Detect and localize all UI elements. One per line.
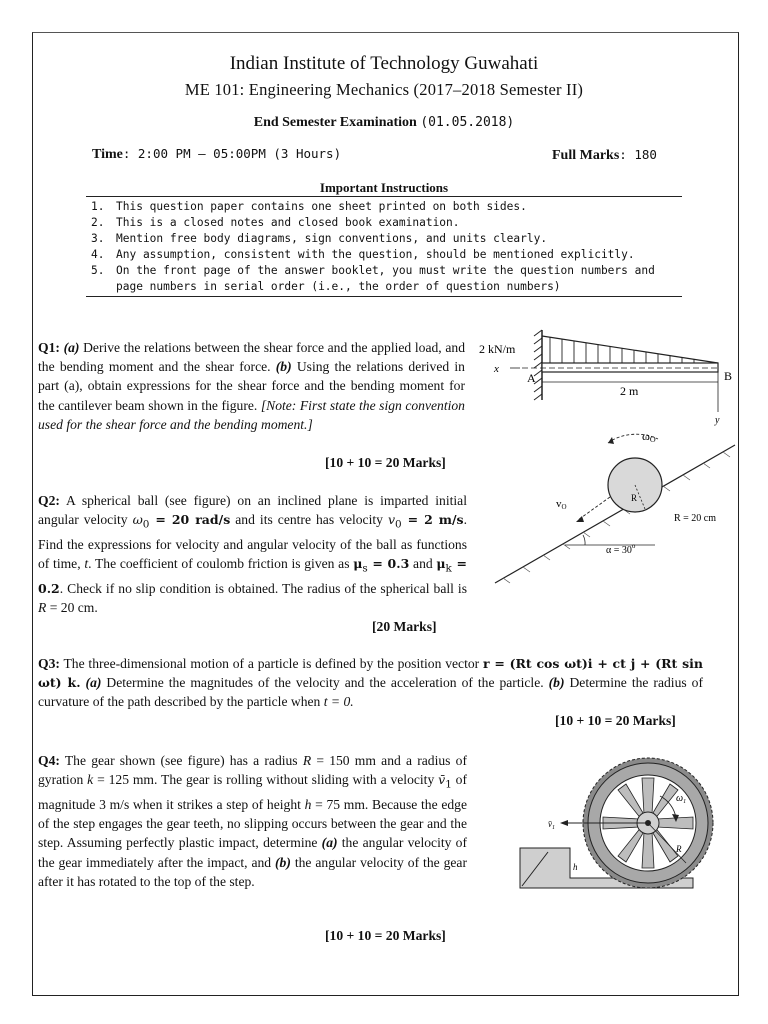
q2-mu-s-value: = 0.3 — [367, 556, 410, 572]
gear-omega-label: $\omega_1$ — [676, 793, 687, 805]
instruction-number: 5. — [91, 264, 105, 277]
gear-radius-label: R — [676, 844, 682, 854]
step-height-label: h — [573, 862, 578, 872]
q1-marks: [10 + 10 = 20 Marks] — [325, 455, 446, 470]
q2-omega-sub: 0 — [142, 518, 150, 531]
q2-marks: [20 Marks] — [372, 619, 437, 634]
instruction-text: Mention free body diagrams, sign conventions, and units clearly. — [116, 232, 548, 245]
instruction-number: 2. — [91, 216, 105, 229]
beam-x-axis-label: x — [494, 363, 499, 375]
q1-note: [Note: First state the sign convention used for the shear force and the bending moment.] — [38, 397, 465, 432]
q2-R-value: = 20 cm. — [46, 600, 98, 616]
question-4 — [38, 751, 467, 891]
question-2: Q2: A spherical ball (see figure) on an inclined plane is imparted initial angular velocity $\omega_0 = 20$ rad/s and its centre has velocity $v_0 = 2$ m/s. Find the expressions for velocity and angular velocity of the ball as functions of time, t. The coefficient of coulomb friction is given as $\mu_s = 0.3$ and $\mu_k = 0.2$. Check if no slip condition is obtained. The radius of the spherical ball is R = 20 cm. — [38, 493, 468, 616]
q4-h: h — [304, 796, 312, 812]
beam-load-label: 2 kN/m — [479, 342, 516, 356]
velocity-arrow — [578, 497, 610, 520]
q4-marks: [10 + 10 = 20 Marks] — [325, 928, 446, 943]
instruction-item — [91, 199, 691, 215]
instructions-list — [91, 199, 691, 295]
instruction-item — [91, 231, 691, 247]
q2-v-sub: 0 — [395, 518, 402, 531]
q2-label: Q2: — [38, 493, 60, 508]
q4-v1: v̄ — [438, 772, 446, 788]
instruction-item — [91, 263, 661, 295]
course-title: ME 101: Engineering Mechanics (2017–2018 Semester II) — [184, 80, 584, 99]
q2-t: t — [84, 556, 89, 572]
q2-mu-s: μ — [353, 556, 363, 572]
q1-label: Q1: — [38, 340, 60, 355]
instructions-title: Important Instructions — [319, 180, 449, 195]
q4-text-4: the angular velocity of the gear after it has rotated to the top of the step. — [38, 854, 467, 889]
instruction-item — [91, 247, 691, 263]
gear-step-figure — [518, 752, 738, 902]
q2-v: v — [387, 512, 396, 528]
institute-title: Indian Institute of Technology Guwahati — [229, 53, 539, 74]
incline-angle-label: $\alpha = 30^o$ — [606, 542, 636, 556]
gear-velocity-label: $v̄_1$ — [548, 819, 555, 831]
instruction-text: Any assumption, consistent with the question, should be mentioned explicitly. — [116, 248, 635, 261]
instruction-item — [91, 215, 691, 231]
q3-position-vector: r = (Rt cos ωt)i + ct j + (Rt sin ωt) k. — [38, 656, 703, 691]
q4-text: The gear shown (see figure) has a radius — [59, 753, 303, 768]
q4-R: R — [302, 753, 312, 768]
time-value: : 2:00 PM – 05:00PM (3 Hours) — [122, 146, 342, 161]
q3-label: Q3: — [38, 656, 60, 671]
full-marks-line — [552, 147, 657, 164]
instruction-text: This is a closed notes and closed book examination. — [116, 216, 460, 229]
instruction-number: 3. — [91, 232, 105, 245]
instruction-number: 4. — [91, 248, 105, 261]
beam-point-a: A — [527, 371, 536, 385]
q2-R: R — [38, 600, 47, 616]
exam-label: End Semester Examination — [253, 115, 417, 130]
inclined-ball-figure — [490, 425, 740, 590]
instructions-bottom-rule — [86, 296, 682, 297]
full-marks-label: Full Marks — [552, 148, 620, 163]
q4-label: Q4: — [38, 753, 60, 768]
q3-marks: [10 + 10 = 20 Marks] — [555, 713, 676, 728]
time-line — [92, 146, 341, 163]
ball-radius-label: R — [631, 493, 638, 503]
question-3 — [38, 654, 703, 712]
exam-date: (01.05.2018) — [420, 115, 515, 130]
cantilever-beam-figure — [472, 328, 742, 428]
q2-text-4: . The coefficient of coulomb friction is given as — [88, 556, 354, 572]
q3-text-3: Determine the radius of curvature of the path described by the particle when — [38, 675, 703, 710]
q2-text-5: . Check if no slip condition is obtained. The radius of the spherical ball is — [59, 580, 467, 596]
q2-text-2: and its centre has velocity — [230, 512, 388, 528]
instruction-text: This question paper contains one sheet printed on both sides. — [116, 200, 527, 213]
q1-part-b: (b) — [275, 359, 292, 375]
q2-text: A spherical ball (see figure) on an inclined plane is imparted initial angular velocity — [38, 493, 467, 528]
ball-omega-label: ωO — [642, 429, 656, 444]
q2-v-value: = 2 m/s — [401, 512, 464, 528]
q2-mu-s-sub: s — [362, 562, 368, 575]
ball-radius-value: R = 20 cm — [674, 513, 717, 524]
q4-part-a: (a) — [321, 835, 338, 851]
q2-and: and — [409, 556, 437, 572]
exam-title — [0, 115, 768, 131]
q4-text-3: the angular velocity of the gear immediately after the impact, and — [38, 835, 467, 870]
time-label: Time — [92, 147, 123, 162]
beam-length-label: 2 m — [620, 384, 639, 398]
q2-mu-k-value: = 0.2 — [38, 556, 468, 596]
ball-velocity-label: vO — [556, 498, 567, 511]
q3-text: The three-dimensional motion of a particle is defined by the position vector — [59, 656, 483, 671]
q2-omega-value: = 20 rad/s — [149, 512, 231, 528]
q3-condition: t = 0. — [323, 694, 354, 710]
q3-text-2: Determine the magnitudes of the velocity and the acceleration of the particle. — [101, 675, 549, 691]
q4-R-value: = 150 mm and a radius of gyration — [38, 753, 467, 788]
wall-support — [534, 330, 542, 400]
q2-text-3: . Find the expressions for velocity and angular velocity of the ball as functions of time, — [38, 512, 467, 572]
q4-k-value: = 125 mm. The gear is rolling without sliding with a velocity — [93, 772, 439, 788]
question-1 — [38, 338, 465, 434]
beam-point-b: B — [724, 369, 733, 383]
q4-h-value: = 75 mm. Because the edge of the step engages the gear teeth, no slipping occurs between the gear and the step. Assuming perfectly plastic impact, determine — [38, 796, 467, 851]
q4-text-2: of magnitude 3 m/s when it strikes a step of height — [38, 772, 467, 812]
instruction-number: 1. — [91, 200, 105, 213]
full-marks-value: : 180 — [619, 147, 657, 162]
instruction-text: On the front page of the answer booklet, you must write the question numbers and page numbers in serial order (i.e., the order of question numbers) — [116, 264, 655, 293]
q4-part-b: (b) — [275, 854, 291, 870]
q4-v1-sub: 1 — [445, 778, 452, 791]
q4-k: k — [87, 772, 94, 788]
q2-omega: ω — [132, 512, 143, 528]
beam-y-axis-label: y — [715, 415, 720, 426]
instructions-top-rule — [86, 196, 682, 197]
q3-part-a: (a) — [85, 675, 102, 691]
distributed-load — [542, 336, 718, 363]
q2-mu-k-sub: k — [445, 562, 452, 575]
beam-body — [542, 363, 718, 372]
q1-part-a: (a) — [63, 340, 80, 355]
q1-text-2: Using the relations derived in part (a), obtain expressions for the shear force and the bending moment for the cantilever beam shown in the figure. — [38, 359, 465, 413]
q3-part-b: (b) — [548, 675, 565, 691]
q1-text: Derive the relations between the shear force and the applied load, and the bending moment and the shear force. — [38, 340, 465, 375]
